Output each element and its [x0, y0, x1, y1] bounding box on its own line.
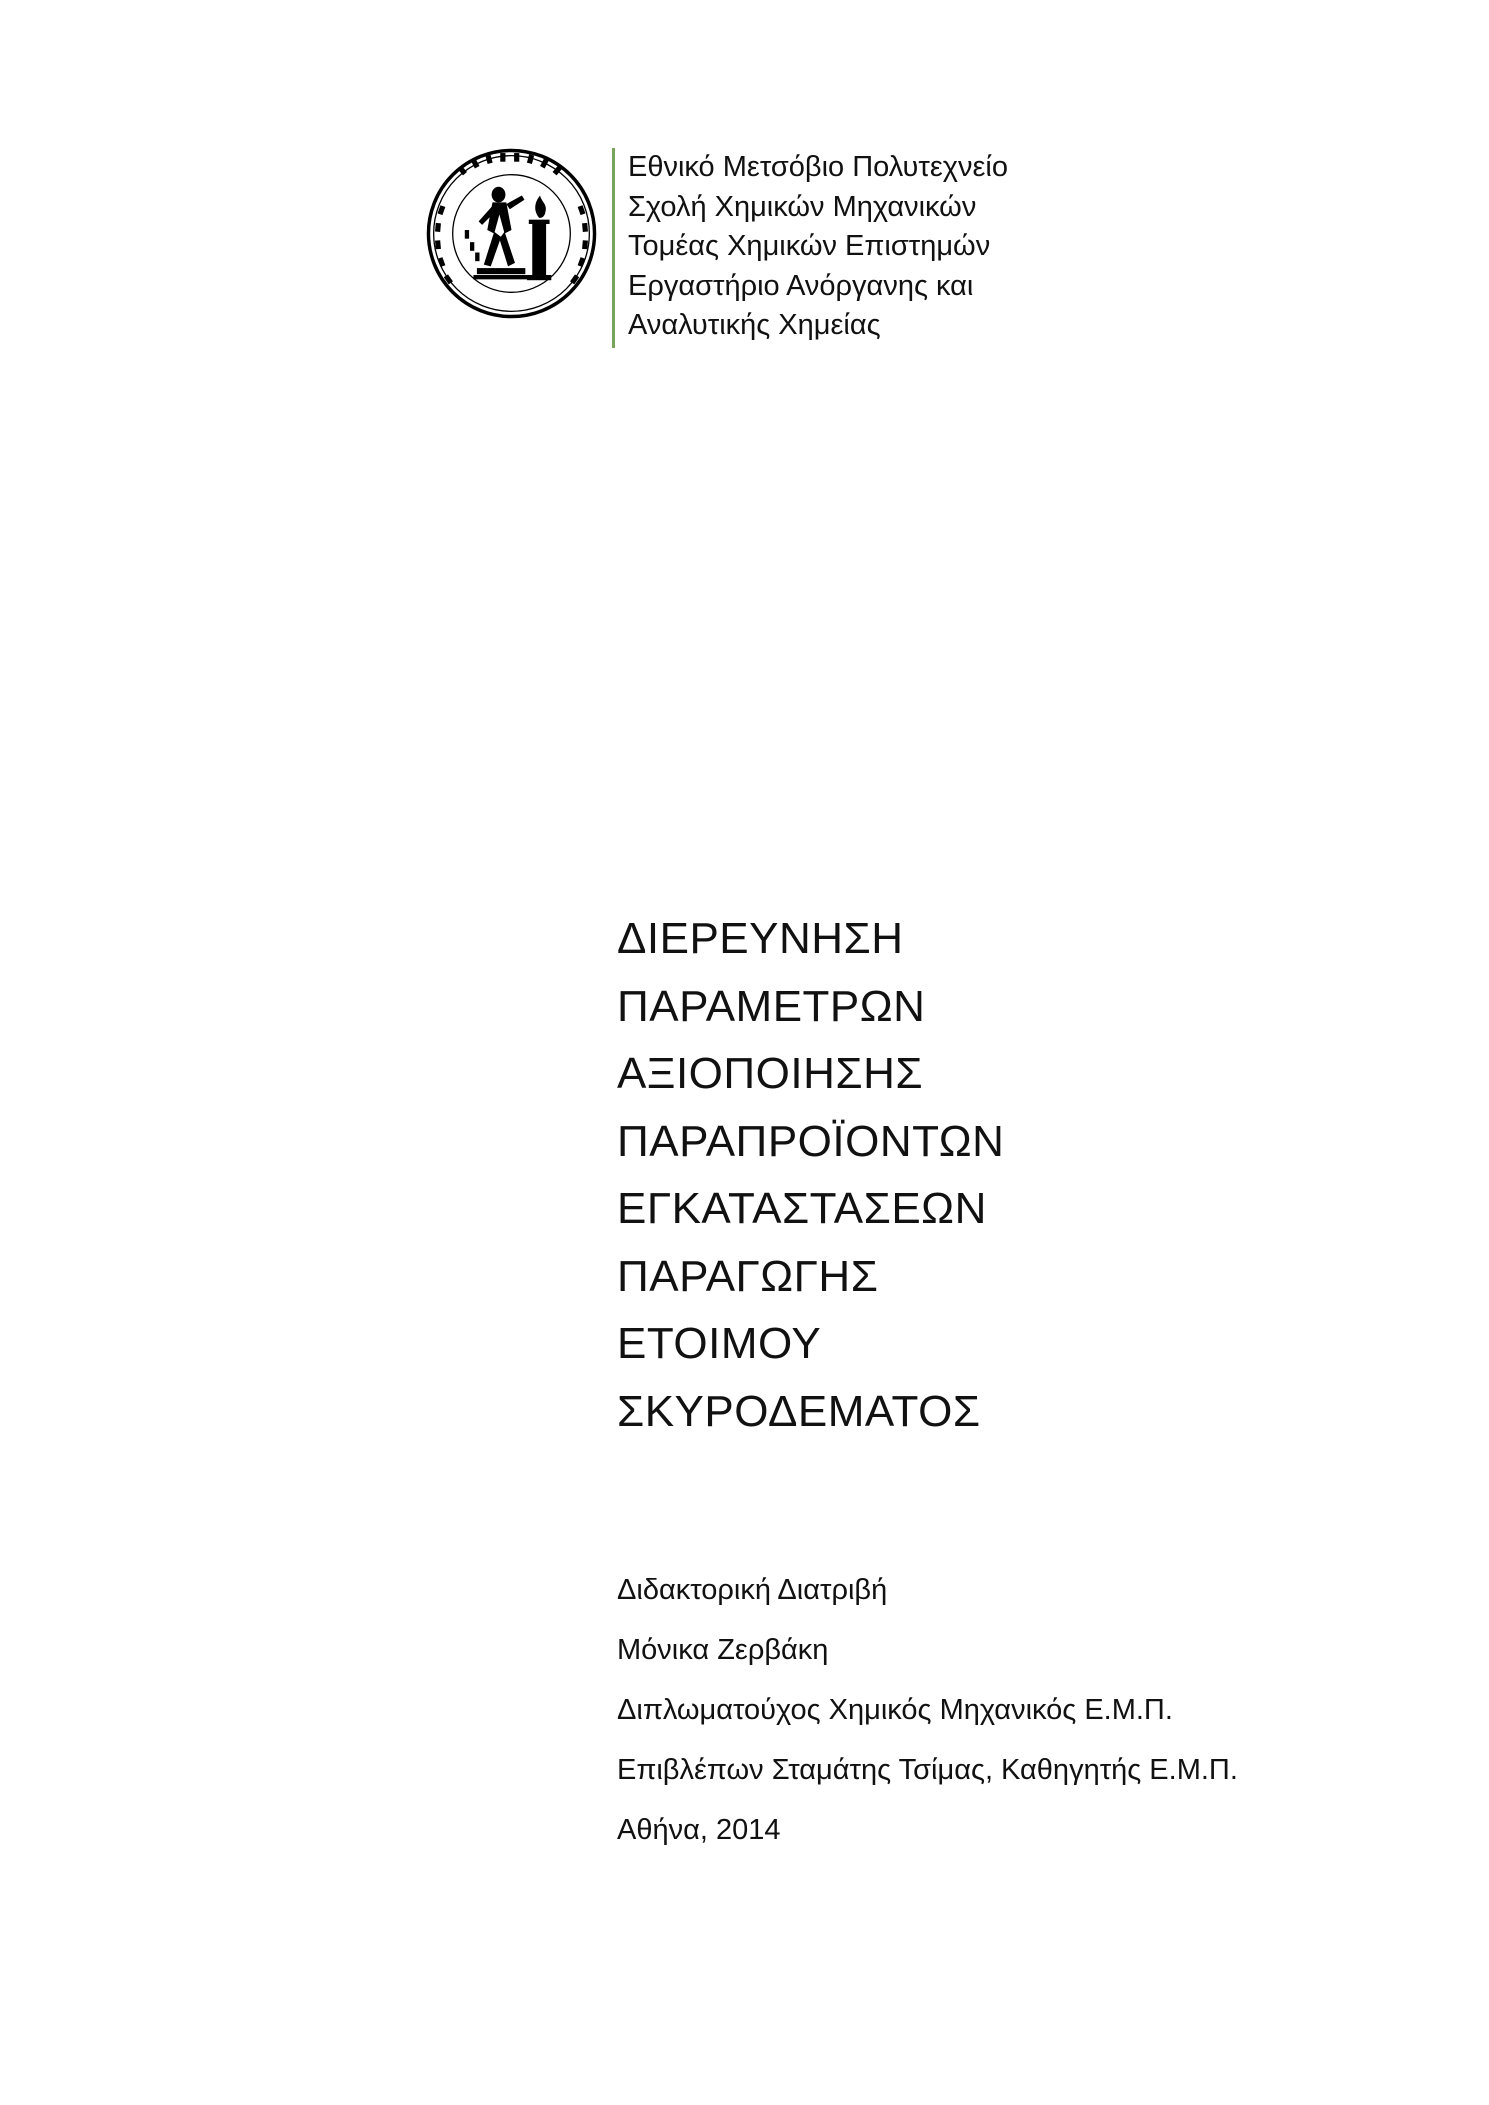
title-line: ΣΚΥΡΟΔΕΜΑΤΟΣ: [617, 1386, 981, 1436]
thesis-title: [617, 905, 1004, 1445]
thesis-info: [617, 1560, 1238, 1860]
institution-line-department: Τομέας Χημικών Επιστημών: [628, 230, 991, 262]
title-line: ΕΓΚΑΤΑΣΤΑΣΕΩΝ: [617, 1184, 987, 1233]
institution-line-laboratory-cont: Αναλυτικής Χημείας: [628, 309, 881, 341]
title-line: ΠΑΡΑΜΕΤΡΩΝ: [617, 981, 926, 1031]
institution-line-university: Εθνικό Μετσόβιο Πολυτεχνείο: [628, 151, 1009, 183]
institution-header: [628, 148, 1008, 346]
institution-line-school: Σχολή Χημικών Μηχανικών: [628, 190, 977, 223]
title-line: ΠΑΡΑΓΩΓΗΣ: [617, 1251, 879, 1301]
supervisor: Επιβλέπων Σταμάτης Τσίμας, Καθηγητής Ε.Μ.Π.: [617, 1754, 1238, 1786]
institution-line-laboratory: Εργαστήριο Ανόργανης και: [628, 269, 974, 302]
university-seal-logo: [425, 147, 598, 320]
thesis-type: Διδακτορική Διατριβή: [617, 1574, 888, 1606]
header-divider-rule: [612, 148, 615, 348]
place-date: Αθήνα, 2014: [617, 1814, 781, 1846]
title-line: ΠΑΡΑΠΡΟΪΟΝΤΩΝ: [617, 1116, 1005, 1166]
author-name: Μόνικα Ζερβάκη: [617, 1634, 829, 1666]
title-line: ΕΤΟΙΜΟΥ: [617, 1319, 822, 1368]
title-line: ΑΞΙΟΠΟΙΗΣΗΣ: [617, 1049, 924, 1098]
title-line: ΔΙΕΡΕΥΝΗΣΗ: [617, 914, 904, 963]
author-degree: Διπλωματούχος Χημικός Μηχανικός Ε.Μ.Π.: [617, 1694, 1173, 1726]
